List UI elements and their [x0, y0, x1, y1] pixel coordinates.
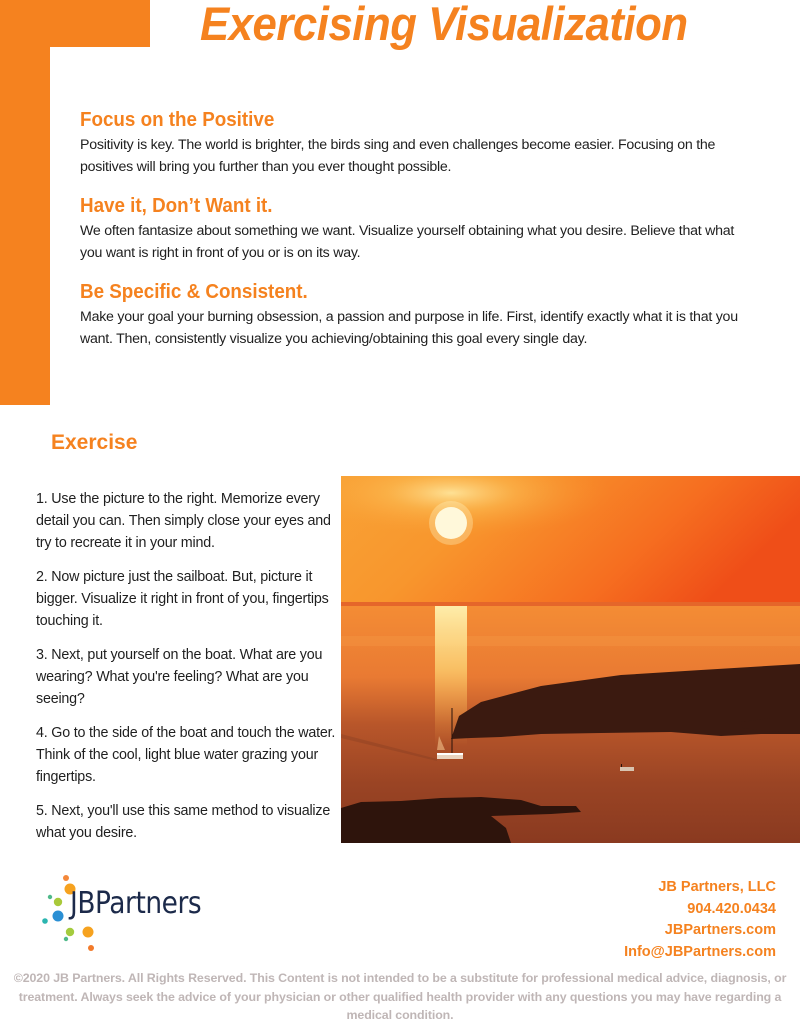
sunset-sailboat-photo	[341, 476, 800, 843]
section-heading: Be Specific & Consistent.	[80, 281, 308, 303]
exercise-heading: Exercise	[51, 431, 138, 454]
phone-number[interactable]: 904.420.0434	[687, 900, 776, 917]
company-name: JB Partners, LLC	[658, 879, 776, 895]
website-link[interactable]: JBPartners.com	[664, 922, 776, 938]
exercise-step: 4. Go to the side of the boat and touch the water. Think of the cool, light blue water grazing your fingertips.	[36, 725, 336, 785]
contact-info	[624, 877, 776, 963]
exercise-step: 2. Now picture just the sailboat. But, picture it bigger. Visualize it right in front of you, fingertips touching it.	[36, 569, 329, 629]
section-be-specific	[80, 278, 740, 350]
section-body: Make your goal your burning obsession, a passion and purpose in life. First, identify exactly what it is that you want. Then, consistently visualize you achieving/obtaining this goal every single day.	[80, 309, 738, 347]
jbpartners-logo	[38, 872, 238, 952]
section-body: We often fantasize about something we want. Visualize yourself obtaining what you desire. Believe that what you want is right in front of you or is on its way.	[80, 223, 735, 261]
exercise-step: 3. Next, put yourself on the boat. What are you wearing? What you're feeling? What are you seeing?	[36, 647, 323, 707]
exercise-steps	[36, 488, 336, 856]
section-have-it	[80, 192, 740, 264]
intro-sections	[80, 106, 740, 364]
section-heading: Have it, Don’t Want it.	[80, 195, 273, 217]
section-body: Positivity is key. The world is brighter, the birds sing and even challenges become easier. Focusing on the positives will bring you further than you ever thought possible.	[80, 137, 716, 175]
exercise-step: 5. Next, you'll use this same method to visualize what you desire.	[36, 803, 331, 841]
email-link[interactable]: Info@JBPartners.com	[624, 943, 776, 960]
accent-bar-left	[0, 0, 50, 405]
exercise-step: 1. Use the picture to the right. Memorize every detail you can. Then simply close your eyes and try to recreate it in your mind.	[36, 491, 331, 551]
page-title: Exercising Visualization	[200, 0, 688, 50]
disclaimer: ©2020 JB Partners. All Rights Reserved. This Content is not intended to be a substitute for professional medical advice, diagnosis, or treatment. Always seek the advice of your physician or other qualified health provider with any questions you may have regarding a medical condition.	[13, 971, 787, 1022]
section-heading: Focus on the Positive	[80, 109, 275, 131]
section-focus-positive	[80, 106, 740, 178]
logo-wordmark: JBPartners	[70, 886, 202, 921]
